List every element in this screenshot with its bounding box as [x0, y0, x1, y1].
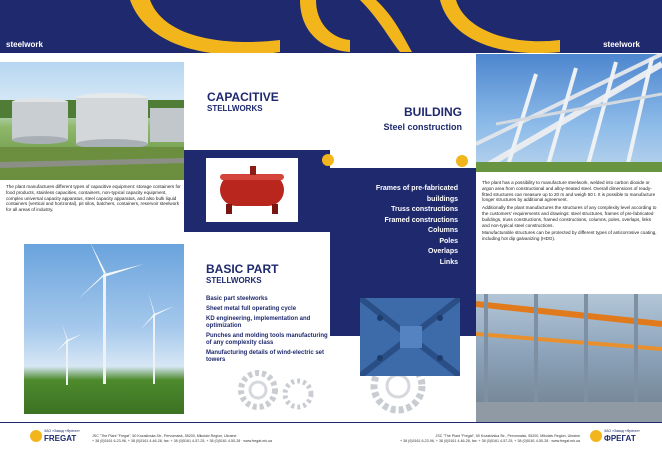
building-list-item: buildings: [426, 195, 458, 203]
building-list-item: Framed constructions: [384, 216, 458, 224]
building-list-item: Truss constructions: [391, 206, 458, 213]
building-description: [482, 180, 657, 242]
building-list-item: Columns: [428, 227, 458, 234]
footer: [0, 423, 662, 473]
footer-divider: [0, 422, 662, 423]
blue-steel-structure-photo: [360, 298, 460, 376]
building-list-item: Links: [439, 258, 458, 266]
building-list-item: Poles: [439, 237, 458, 245]
basic-part-item: KD engineering, implementation and optimization: [206, 316, 311, 329]
logo-left: FREGAT: [44, 434, 77, 443]
fregat-logo-icon-right: [590, 430, 602, 442]
building-paragraph: Manufacturable structures can be protected by different types of anticorrosive coating, including hot dip galvanizing (HDG).: [482, 230, 657, 242]
basic-part-title: BASIC PART: [206, 262, 279, 276]
building-list-item: Overlaps: [428, 248, 458, 255]
capacitive-description: The plant manufactures different types of capacitive equipment: storage containers for food products, stainless capacities, containers, non-typical capacity equipment, complex universal capacity apparatus, steel capacity apparatus, and also bulk liquid containers (vertical and horizontal), pit silos, batchers, containers, reservoir steelwork for all areas of industry.: [6, 184, 181, 213]
building-paragraph: Additionally the plant manufactures the structures of any complexity level according to the customers' requirements and drawings: steel structures, frames of pre-fabricated buildings, truss constructions, framed constructions, columns, poles, overlaps, links and non-typical steel constructions.: [482, 205, 657, 228]
gold-logo-arcs: [0, 0, 662, 62]
building-title: BUILDING: [404, 105, 462, 119]
footer-address-left: [92, 434, 272, 443]
basic-part-subtitle: STELLWORKS: [206, 276, 262, 285]
footer-contacts-line: + 38 (0)5161 6-23-96, + 38 (0)5161 4-46-28, fax: + 38 (0)5161 4-57-25, + 38 (0)5161 4-50-28 · www.fregat.mk.ua: [92, 438, 272, 443]
capacitive-subtitle: STELLWORKS: [207, 104, 263, 113]
logo-tagline-left: ЗАО «Завод «Фрегат»: [44, 429, 80, 433]
footer-address-right: [390, 434, 580, 443]
logo-tagline-right: ЗАО «Завод «Фрегат»: [604, 429, 640, 433]
fregat-mini-logo-icon-2: [456, 155, 468, 167]
footer-address-line: JSC "The Plant "Fregat", 50 Kozakivska Str., Pervomaisk, 55200, Mikolaiv Region, Ukraine: [92, 434, 237, 438]
red-tank-photo: [206, 158, 298, 222]
basic-part-item: Sheet metal full operating cycle: [206, 306, 297, 312]
basic-part-item: Manufacturing details of wind-electric set towers: [206, 350, 325, 363]
storage-tanks-photo: [0, 62, 184, 180]
logo-right: ФРЕГАТ: [604, 434, 636, 443]
basic-part-item: Basic part steelworks: [206, 296, 268, 302]
building-paragraph: The plant has a possibility to manufacture steelwork, welded into carbon dioxide or argon area from constructional and alloy-treated steel. Overall dimensions of ready-fitted structures can measure up to 20 m and weigh 50 t. It is possible to manufacture longer structures by additional agreement.: [482, 180, 656, 203]
fregat-mini-logo-icon: [322, 154, 334, 166]
section-label-left: steelwork: [6, 40, 43, 49]
building-list: [336, 184, 458, 268]
building-subtitle: Steel construction: [383, 122, 462, 132]
footer-address-line: JSC "The Plant "Fregat", 50 Kozakivska Str., Pervomaisk, 55200, Mikolaiv Region, Ukraine: [435, 434, 580, 438]
footer-contacts-line: + 38 (0)5161 6-23-96, + 38 (0)5161 4-46-28, fax: + 38 (0)5161 4-57-25, + 38 (0)5161 4-50-28 · www.fregat.mk.ua: [400, 438, 580, 443]
steel-truss-photo: [476, 54, 662, 172]
basic-part-list: [206, 296, 328, 367]
section-label-right: steelwork: [603, 40, 640, 49]
capacitive-title: CAPACITIVE: [207, 90, 279, 104]
building-list-item: Frames of pre-fabricated: [375, 185, 458, 192]
workshop-photo: [476, 294, 662, 422]
fregat-logo-icon-left: [30, 430, 42, 442]
basic-part-item: Punches and molding tools manufacturing of any complexity class: [206, 333, 328, 346]
wind-turbines-photo: [24, 244, 184, 414]
